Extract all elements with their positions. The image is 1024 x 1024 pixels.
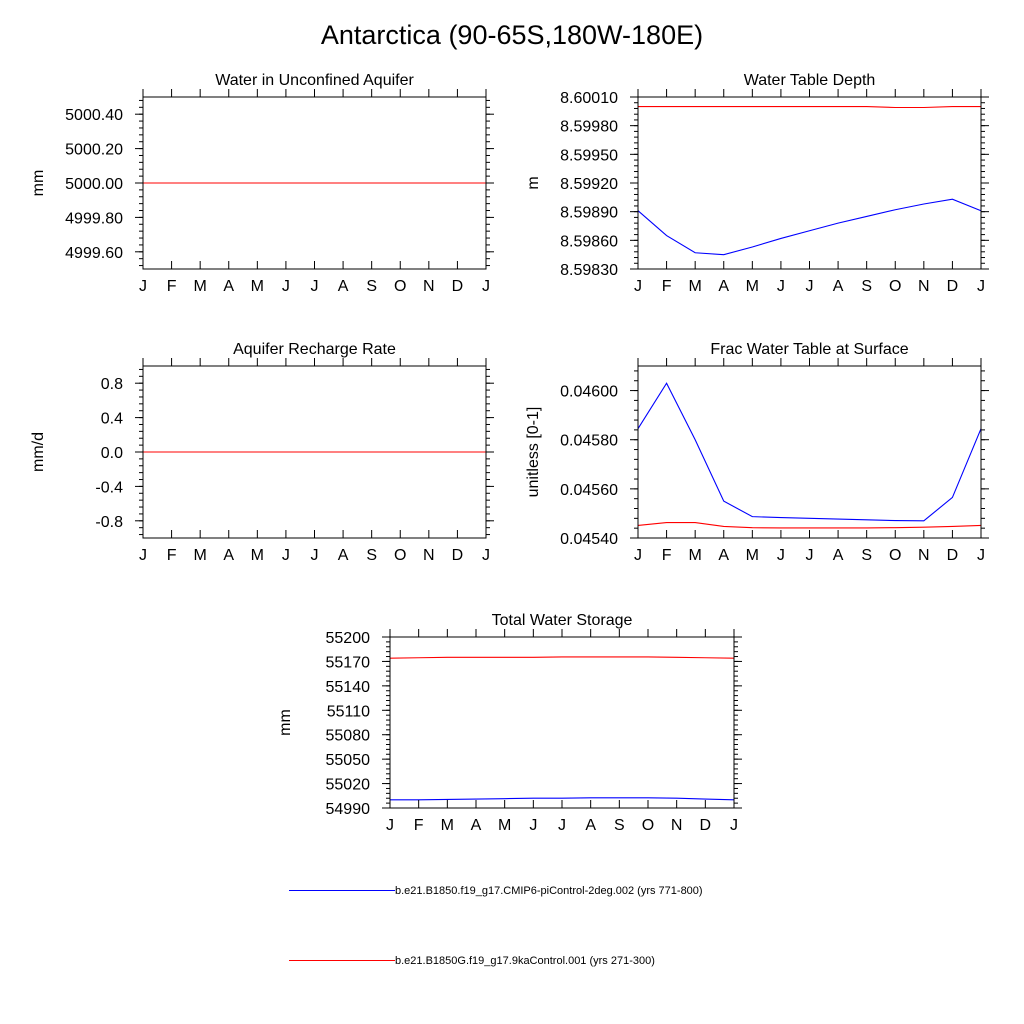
x-tick-label: O xyxy=(394,278,407,295)
y-tick-label: 55050 xyxy=(325,752,370,770)
y-tick-label: 5000.40 xyxy=(65,107,123,125)
x-tick-label: N xyxy=(918,547,930,564)
y-axis-label: mm xyxy=(30,169,47,197)
x-tick-label: S xyxy=(861,547,873,564)
chart-title: Frac Water Table at Surface xyxy=(710,341,909,358)
x-tick-label: S xyxy=(366,278,378,295)
x-tick-label: J xyxy=(281,278,290,295)
x-tick-label: J xyxy=(634,547,642,564)
x-tick-label: S xyxy=(861,278,873,295)
x-tick-label: J xyxy=(529,817,538,834)
y-tick-label: 0.04540 xyxy=(560,531,618,548)
x-tick-label: D xyxy=(451,278,464,295)
y-tick-label: 55200 xyxy=(325,630,370,647)
y-axis-label: mm xyxy=(277,709,294,736)
x-tick-label: N xyxy=(670,817,683,834)
x-tick-label: M xyxy=(440,817,454,834)
x-tick-label: M xyxy=(193,278,207,295)
x-tick-label: A xyxy=(470,817,482,834)
y-tick-label: -0.8 xyxy=(95,513,123,531)
chart-title: Water Table Depth xyxy=(743,72,876,89)
y-tick-label: 0.8 xyxy=(100,376,123,394)
x-tick-label: D xyxy=(699,817,712,834)
x-tick-label: J xyxy=(776,547,785,564)
y-tick-label: 55170 xyxy=(325,654,370,672)
x-tick-label: J xyxy=(805,547,814,564)
plot-frame xyxy=(390,637,734,808)
x-tick-label: A xyxy=(585,817,597,834)
x-tick-label: A xyxy=(718,278,730,295)
y-tick-label: 0.4 xyxy=(100,410,123,428)
x-tick-label: D xyxy=(451,547,464,564)
x-tick-label: J xyxy=(730,817,738,834)
x-tick-label: D xyxy=(946,278,959,295)
x-tick-label: A xyxy=(832,278,844,295)
x-tick-label: J xyxy=(558,817,566,834)
x-tick-label: F xyxy=(166,278,177,295)
x-tick-label: A xyxy=(223,278,235,295)
y-tick-label: 5000.00 xyxy=(65,176,123,193)
y-tick-label: 0.04580 xyxy=(560,432,618,450)
x-tick-label: F xyxy=(661,547,672,564)
y-tick-label: 54990 xyxy=(325,801,370,818)
x-tick-label: M xyxy=(688,547,702,564)
y-tick-label: 8.59920 xyxy=(560,176,618,193)
y-tick-label: 0.04560 xyxy=(560,481,618,499)
x-tick-label: J xyxy=(281,547,290,564)
x-tick-label: O xyxy=(889,547,902,564)
x-tick-label: F xyxy=(661,278,672,295)
x-tick-label: A xyxy=(718,547,730,564)
y-tick-label: 55020 xyxy=(325,776,370,794)
y-tick-label: 8.59830 xyxy=(560,262,618,279)
series-line-red xyxy=(390,657,734,658)
x-tick-label: O xyxy=(889,278,902,295)
x-tick-label: M xyxy=(250,547,264,564)
x-tick-label: M xyxy=(745,278,759,295)
x-tick-label: J xyxy=(977,547,985,564)
legend-line-red xyxy=(289,960,395,961)
x-tick-label: A xyxy=(832,547,844,564)
x-tick-label: N xyxy=(423,278,435,295)
chart-title: Total Water Storage xyxy=(491,612,633,629)
x-tick-label: M xyxy=(688,278,702,295)
y-tick-label: 55110 xyxy=(326,703,370,721)
x-tick-label: O xyxy=(394,547,407,564)
y-tick-label: 4999.60 xyxy=(65,244,123,262)
x-tick-label: S xyxy=(613,817,625,834)
x-tick-label: J xyxy=(634,278,642,295)
legend-label-2: b.e21.B1850G.f19_g17.9kaControl.001 (yrs 271-300) xyxy=(395,955,655,967)
x-tick-label: A xyxy=(223,547,235,564)
x-tick-label: J xyxy=(310,278,319,295)
x-tick-label: J xyxy=(977,278,985,295)
page-title: Antarctica (90-65S,180W-180E) xyxy=(320,20,704,50)
chart-title: Water in Unconfined Aquifer xyxy=(215,72,414,89)
x-tick-label: N xyxy=(423,547,435,564)
x-tick-label: F xyxy=(166,547,177,564)
x-tick-label: M xyxy=(193,547,207,564)
x-tick-label: J xyxy=(776,278,785,295)
x-tick-label: D xyxy=(946,547,959,564)
x-tick-label: N xyxy=(918,278,930,295)
x-tick-label: M xyxy=(745,547,759,564)
y-tick-label: 8.59860 xyxy=(560,233,618,251)
x-tick-label: M xyxy=(250,278,264,295)
y-tick-label: 0.0 xyxy=(100,445,123,462)
y-tick-label: 5000.20 xyxy=(65,141,123,159)
chart-title: Aquifer Recharge Rate xyxy=(233,341,396,358)
x-tick-label: J xyxy=(139,547,147,564)
x-tick-label: J xyxy=(139,278,147,295)
series-line-blue xyxy=(390,798,734,800)
x-tick-label: A xyxy=(337,278,349,295)
x-tick-label: J xyxy=(482,278,490,295)
x-tick-label: M xyxy=(498,817,512,834)
x-tick-label: O xyxy=(641,817,655,834)
x-tick-label: A xyxy=(337,547,349,564)
y-axis-label: unitless [0-1] xyxy=(525,406,542,498)
y-tick-label: 8.59980 xyxy=(560,118,618,136)
x-tick-label: J xyxy=(310,547,319,564)
legend-label-1: b.e21.B1850.f19_g17.CMIP6-piControl-2deg.002 (yrs 771-800) xyxy=(395,885,703,897)
y-tick-label: -0.4 xyxy=(95,479,123,497)
x-tick-label: J xyxy=(386,817,394,834)
y-tick-label: 55140 xyxy=(325,678,370,696)
y-tick-label: 8.60010 xyxy=(560,90,618,107)
y-axis-label: m xyxy=(525,176,542,190)
y-tick-label: 0.04600 xyxy=(560,383,618,401)
x-tick-label: J xyxy=(482,547,490,564)
legend-line-blue xyxy=(289,890,395,891)
y-tick-label: 8.59890 xyxy=(560,204,618,222)
x-tick-label: F xyxy=(413,817,424,834)
y-tick-label: 55080 xyxy=(325,727,370,745)
y-tick-label: 4999.80 xyxy=(65,210,123,228)
x-tick-label: S xyxy=(366,547,378,564)
y-axis-label: mm/d xyxy=(30,432,47,472)
x-tick-label: J xyxy=(805,278,814,295)
y-tick-label: 8.59950 xyxy=(560,147,618,165)
